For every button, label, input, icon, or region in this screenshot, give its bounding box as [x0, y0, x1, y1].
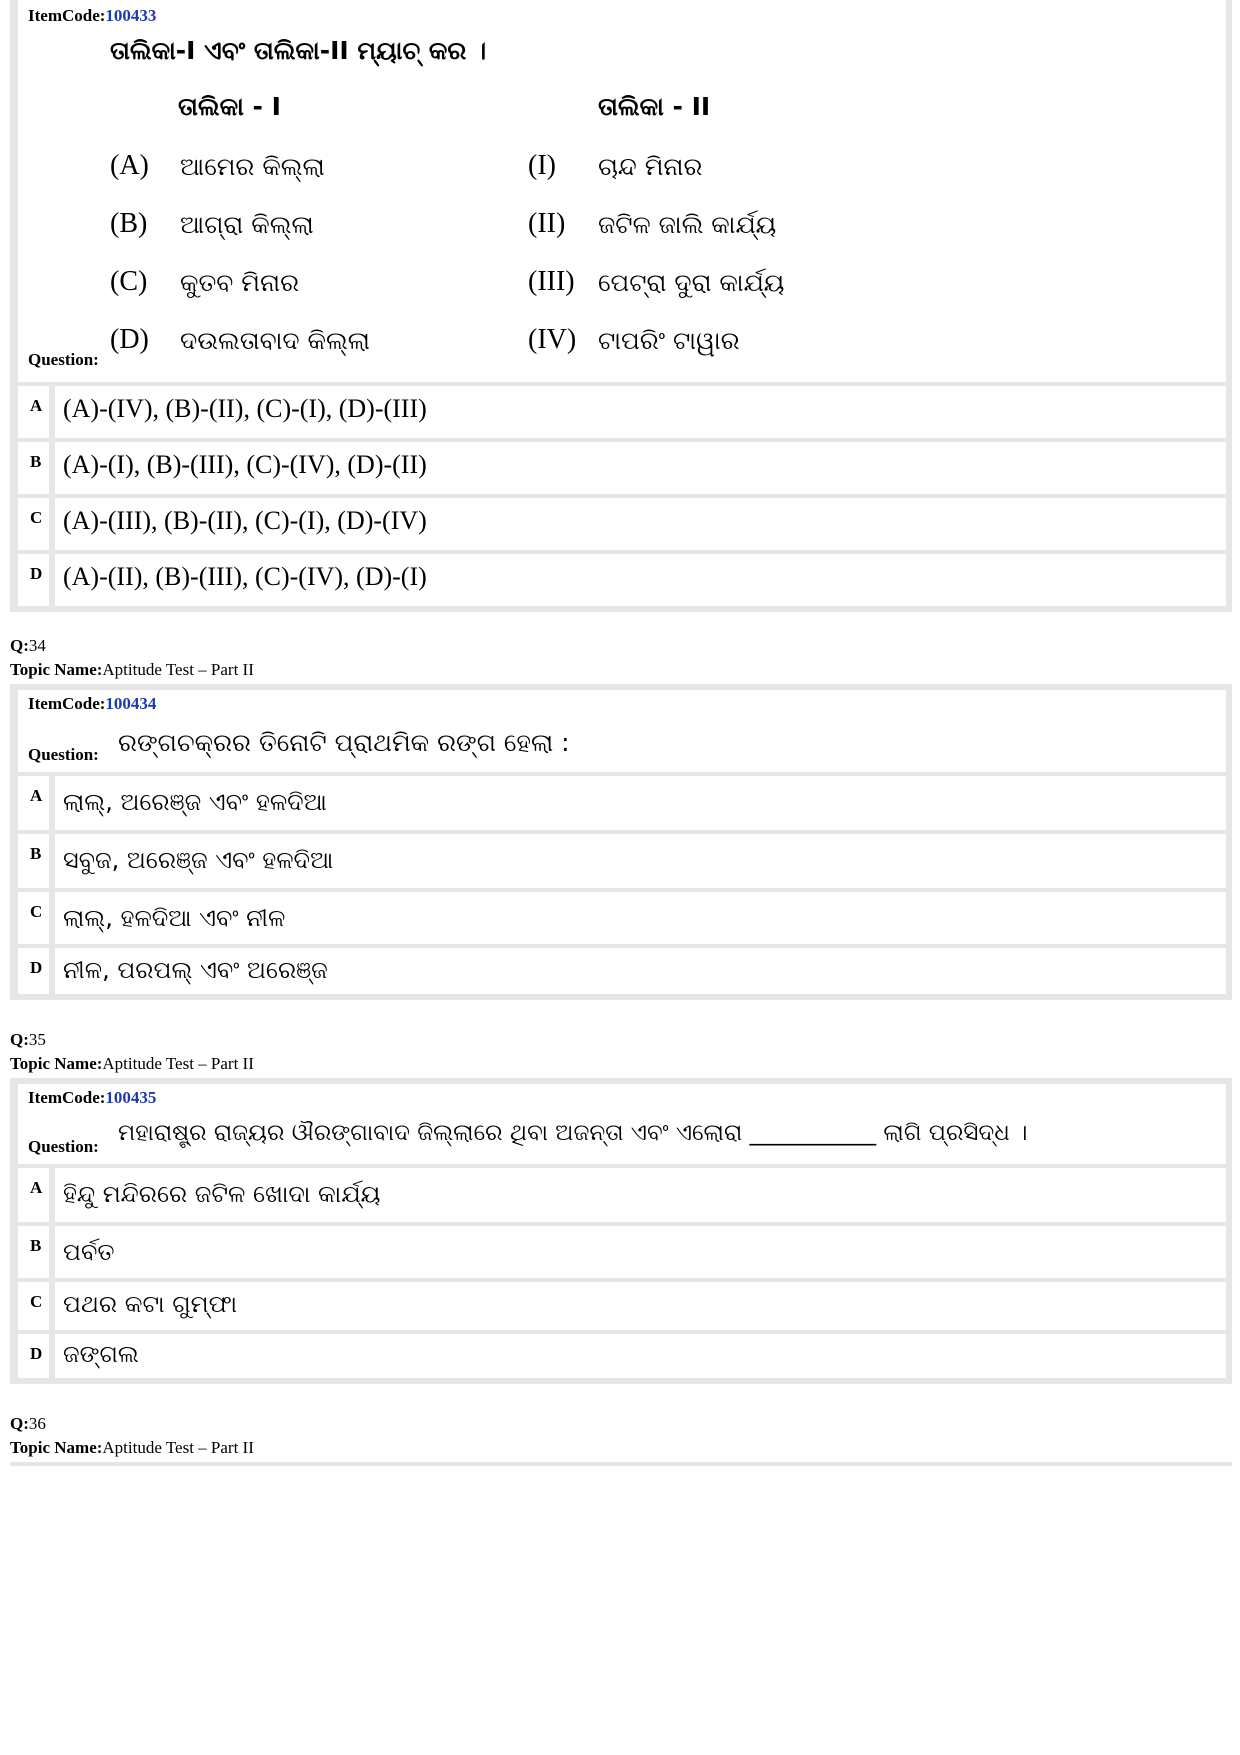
option-row[interactable]: [18, 948, 1226, 994]
list2-item: ପେଟ୍ରା ଦୁରା କାର୍ଯ୍ୟ: [598, 268, 785, 297]
question-header-35: [18, 1084, 1226, 1164]
item-code-label: ItemCode:: [28, 1088, 106, 1107]
list1-key: (B): [110, 208, 148, 239]
option-text: ହିନ୍ଦୁ ମନ୍ଦିରରେ ଜଟିଳ ଖୋଦା କାର୍ଯ୍ୟ: [63, 1180, 381, 1208]
question-number-line: [10, 1414, 46, 1434]
list2-key: (III): [528, 266, 575, 297]
question-label: Question:: [28, 350, 99, 369]
option-letter: B: [30, 1236, 42, 1255]
topic-line: [10, 1438, 254, 1458]
list2-header: ତାଲିକା - II: [598, 92, 711, 121]
option-row[interactable]: [18, 554, 1226, 606]
topic-label: Topic Name:: [10, 1054, 103, 1073]
list1-item: ଆମେର କିଲ୍ଲା: [180, 152, 325, 181]
list1-item: ଆଗ୍ରା କିଲ୍ଲା: [180, 210, 314, 239]
divider: [10, 1462, 1232, 1466]
list1-item: ଦଉଲତାବାଦ କିଲ୍ଲା: [180, 326, 370, 355]
question-number-line: [10, 636, 46, 656]
q-prefix: Q:: [10, 1414, 29, 1433]
option-text: ଜଙ୍ଗଲ: [63, 1340, 139, 1368]
option-text: ଲାଲ୍, ଅରେଞ୍ଜ ଏବଂ ହଳଦିଆ: [63, 788, 327, 816]
question-number: 34: [28, 636, 46, 655]
option-row[interactable]: [18, 498, 1226, 550]
list1-key: (C): [110, 266, 148, 297]
item-code-label: ItemCode:: [28, 6, 106, 25]
question-block-33: [10, 0, 1232, 612]
option-text: (A)-(I), (B)-(III), (C)-(IV), (D)-(II): [63, 450, 427, 479]
question-label: Question:: [28, 745, 99, 764]
option-row[interactable]: [18, 442, 1226, 494]
list2-item: ଜଟିଳ ଜାଲି କାର୍ଯ୍ୟ: [598, 210, 777, 239]
divider: [49, 1226, 55, 1278]
option-text: ଲାଲ୍, ହଳଦିଆ ଏବଂ ନୀଳ: [63, 904, 286, 932]
question-number: 35: [28, 1030, 46, 1049]
question-text: ମହାରାଷ୍ଟ୍ର ରାଜ୍ୟର ଔରଙ୍ଗାବାଦ ଜିଲ୍ଲାରେ ଥିବା ଅଜନ୍ତା ଏବଂ ଏଲୋରା ___________ ଲାଗି ପ୍ରସିଦ୍ଧ ।: [118, 1120, 1028, 1146]
q-prefix: Q:: [10, 1030, 29, 1049]
list2-key: (I): [528, 150, 556, 181]
option-letter: D: [30, 1344, 43, 1363]
option-letter: A: [30, 1178, 43, 1197]
topic-name: Aptitude Test – Part II: [102, 1054, 254, 1073]
list2-item: ଚାନ୍ଦ ମିନାର: [598, 152, 703, 181]
list1-key: (D): [110, 324, 149, 355]
item-code-label: ItemCode:: [28, 694, 106, 713]
q-prefix: Q:: [10, 636, 29, 655]
option-letter: B: [30, 452, 42, 471]
option-row[interactable]: [18, 834, 1226, 888]
question-instruction: ତାଲିକା-I ଏବଂ ତାଲିକା-II ମ୍ୟାଚ୍ କର ।: [110, 36, 487, 65]
item-code-line: [28, 694, 156, 714]
option-row[interactable]: [18, 386, 1226, 438]
divider: [49, 834, 55, 888]
option-row[interactable]: [18, 1168, 1226, 1222]
question-number-line: [10, 1030, 46, 1050]
divider: [49, 1282, 55, 1330]
divider: [49, 554, 55, 606]
question-header-34: [18, 690, 1226, 772]
item-code-value: 100434: [105, 694, 157, 713]
list1-key: (A): [110, 150, 149, 181]
option-letter: A: [30, 786, 43, 805]
list2-key: (II): [528, 208, 566, 239]
option-text: ପଥର କଟା ଗୁମ୍ଫା: [63, 1290, 238, 1318]
question-text: ରଙ୍ଗଚକ୍ରର ତିନୋଟି ପ୍ରାଥମିକ ରଙ୍ଗ ହେଲା :: [118, 728, 570, 757]
divider: [49, 948, 55, 994]
option-text: (A)-(II), (B)-(III), (C)-(IV), (D)-(I): [63, 562, 427, 591]
topic-name: Aptitude Test – Part II: [102, 1438, 254, 1457]
option-letter: D: [30, 564, 43, 583]
question-block-34: [10, 684, 1232, 1000]
question-header-33: [18, 0, 1226, 382]
option-text: ସବୁଜ, ଅରେଞ୍ଜ ଏବଂ ହଳଦିଆ: [63, 846, 334, 874]
divider: [49, 1168, 55, 1222]
topic-label: Topic Name:: [10, 660, 103, 679]
divider: [49, 776, 55, 830]
option-letter: B: [30, 844, 42, 863]
option-row[interactable]: [18, 1226, 1226, 1278]
option-letter: C: [30, 1292, 43, 1311]
option-text: (A)-(IV), (B)-(II), (C)-(I), (D)-(III): [63, 394, 427, 423]
option-text: ପର୍ବତ: [63, 1238, 115, 1266]
option-row[interactable]: [18, 776, 1226, 830]
topic-label: Topic Name:: [10, 1438, 103, 1457]
divider: [49, 1334, 55, 1378]
option-letter: C: [30, 508, 43, 527]
item-code-value: 100435: [105, 1088, 157, 1107]
option-text: (A)-(III), (B)-(II), (C)-(I), (D)-(IV): [63, 506, 427, 535]
option-letter: D: [30, 958, 43, 977]
topic-line: [10, 1054, 254, 1074]
option-row[interactable]: [18, 1282, 1226, 1330]
option-row[interactable]: [18, 1334, 1226, 1378]
list1-header: ତାଲିକା - I: [178, 92, 281, 121]
option-row[interactable]: [18, 892, 1226, 944]
option-letter: A: [30, 396, 43, 415]
topic-name: Aptitude Test – Part II: [102, 660, 254, 679]
divider: [49, 386, 55, 438]
list1-item: କୁତବ ମିନାର: [180, 268, 300, 297]
list2-key: (IV): [528, 324, 577, 355]
option-text: ନୀଳ, ପରପଲ୍ ଏବଂ ଅରେଞ୍ଜ: [63, 956, 328, 984]
item-code-line: [28, 1088, 156, 1108]
list2-item: ଟାପରିଂ ଟାୱାର: [598, 326, 740, 355]
divider: [49, 892, 55, 944]
question-block-35: [10, 1078, 1232, 1384]
topic-line: [10, 660, 254, 680]
divider: [49, 498, 55, 550]
divider: [49, 442, 55, 494]
item-code-value: 100433: [105, 6, 157, 25]
question-label: Question:: [28, 1137, 99, 1156]
item-code-line: [28, 6, 156, 26]
option-letter: C: [30, 902, 43, 921]
question-number: 36: [28, 1414, 46, 1433]
